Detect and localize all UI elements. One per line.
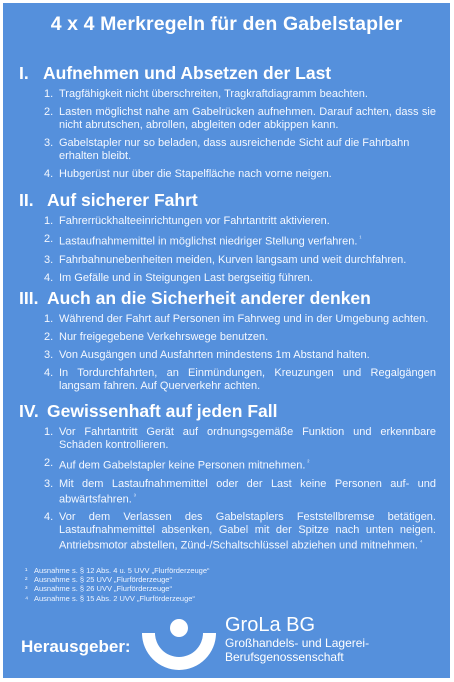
list-item — [44, 511, 436, 553]
item-number: 1. — [44, 215, 54, 227]
list-item — [44, 233, 436, 249]
item-number: 2. — [44, 331, 54, 343]
section-3 — [19, 288, 436, 398]
item-text: Auf dem Gabelstapler keine Personen mitnehmen. — [59, 459, 306, 472]
list-item — [44, 367, 436, 393]
section-heading — [19, 401, 436, 421]
list-item — [44, 106, 436, 132]
brand-name: GroLa BG — [225, 614, 316, 636]
section-2 — [19, 190, 436, 290]
section-heading — [19, 63, 436, 83]
list-item — [44, 426, 436, 452]
item-text: Lasten möglichst nahe am Gabelrücken aufnehmen. Darauf achten, dass sie nicht abrutschen, abrollen, abgleiten oder abkippen kann. — [59, 106, 436, 131]
section-title: Gewissenhaft auf jeden Fall — [47, 401, 278, 421]
footnote-mark: ⁴ — [419, 540, 423, 547]
rule-list — [19, 88, 436, 181]
brand-subtitle-line-2: Berufsgenossenschaft — [225, 650, 344, 664]
item-number: 1. — [44, 313, 54, 325]
list-item — [44, 137, 436, 163]
item-number: 4. — [44, 511, 54, 524]
list-item — [44, 215, 436, 228]
section-number: I. — [19, 63, 29, 83]
footnote — [25, 566, 210, 575]
rule-list — [19, 426, 436, 553]
list-item — [44, 331, 436, 344]
section-4 — [19, 401, 436, 558]
item-number: 3. — [44, 137, 54, 149]
footnote-text: Ausnahme s. § 26 UVV „Flurförderzeuge“ — [34, 584, 172, 594]
footnote — [25, 575, 210, 584]
item-text: Hubgerüst nur über die Stapelfläche nach vorne neigen. — [59, 168, 332, 180]
rule-list — [19, 313, 436, 393]
item-text: Mit dem Lastaufnahmemittel oder der Last keine Personen auf- und abwärtsfahren. — [59, 477, 436, 506]
item-number: 2. — [44, 106, 54, 118]
section-number: II. — [19, 190, 34, 210]
section-number: III. — [19, 288, 39, 308]
item-number: 4. — [44, 367, 54, 379]
item-number: 3. — [44, 477, 54, 490]
notice-card — [3, 3, 450, 678]
item-text: Fahrbahnunebenheiten meiden, Kurven langsam und weit durchfahren. — [59, 253, 407, 266]
footnote-mark: ¹ — [359, 236, 362, 242]
item-number: 3. — [44, 349, 54, 361]
item-text: Vor dem Verlassen des Gabelstaplers Feststellbremse betätigen. Lastaufnahmemittel absenken, Gabel mit der Spitze nach unten neigen. Antriebsmotor abstellen, Zünd-/Schaltschlüssel abziehen und mitnehmen. — [59, 511, 436, 552]
page-title: 4 x 4 Merkregeln für den Gabelstapler — [50, 13, 403, 35]
section-number: IV. — [19, 401, 39, 421]
footnote-text: Ausnahme s. § 25 UVV „Flurförderzeuge“ — [34, 575, 172, 585]
list-item — [44, 168, 436, 181]
item-number: 4. — [44, 271, 54, 284]
footnote — [25, 584, 210, 593]
section-1 — [19, 63, 436, 186]
item-number: 2. — [44, 457, 54, 469]
footnote-mark: ⁴ — [25, 593, 29, 603]
list-item — [44, 349, 436, 362]
item-number: 1. — [44, 88, 54, 100]
item-text: Während der Fahrt auf Personen im Fahrweg und in der Umgebung achten. — [59, 313, 429, 325]
footnote-mark: ² — [307, 460, 310, 466]
footnote-mark: ³ — [25, 584, 28, 594]
grola-logo-icon — [140, 617, 218, 673]
item-number: 4. — [44, 168, 54, 180]
section-title: Aufnehmen und Absetzen der Last — [43, 63, 332, 83]
list-item — [44, 457, 436, 473]
item-number: 3. — [44, 253, 54, 266]
footnote-mark: ² — [25, 575, 28, 585]
footnotes — [25, 566, 210, 603]
item-text: Vor Fahrtantritt Gerät auf ordnungsgemäße Funktion und erkennbare Schäden kontrollieren. — [59, 426, 436, 451]
list-item — [44, 313, 436, 326]
brand-subtitle-line-1: Großhandels- und Lagerei- — [225, 636, 370, 650]
list-item — [44, 478, 436, 507]
item-number: 2. — [44, 233, 54, 245]
footnote-mark: ³ — [133, 493, 136, 500]
section-title: Auch an die Sicherheit anderer denken — [47, 288, 371, 308]
section-heading — [19, 288, 436, 308]
footnote-text: Ausnahme s. § 12 Abs. 4 u. 5 UVV „Flurförderzeuge“ — [34, 566, 210, 575]
item-text: Fahrerrückhalteeinrichtungen vor Fahrtantritt aktivieren. — [59, 215, 330, 227]
footnote-mark: ¹ — [25, 566, 28, 575]
item-text: Tragfähigkeit nicht überschreiten, Tragkraftdiagramm beachten. — [59, 88, 368, 100]
item-text: Im Gefälle und in Steigungen Last bergseitig führen. — [59, 271, 313, 284]
item-text: In Tordurchfahrten, an Einmündungen, Kreuzungen und Regalgängen langsam fahren. Auf Querverkehr achten. — [59, 367, 436, 392]
footnote-text: Ausnahme s. § 15 Abs. 2 UVV „Flurförderzeuge“ — [34, 593, 195, 603]
list-item — [44, 272, 436, 285]
list-item — [44, 254, 436, 267]
item-text: Nur freigegebene Verkehrswege benutzen. — [59, 331, 269, 343]
item-text: Lastaufnahmemittel in möglichst niedriger Stellung verfahren. — [59, 235, 358, 248]
item-text: Von Ausgängen und Ausfahrten mindestens 1m Abstand halten. — [59, 349, 370, 361]
item-text: Gabelstapler nur so beladen, dass ausreichende Sicht auf die Fahrbahn erhalten bleibt. — [59, 137, 410, 162]
section-title: Auf sicherer Fahrt — [47, 190, 198, 210]
publisher-label: Herausgeber: — [21, 637, 131, 656]
rule-list — [19, 215, 436, 285]
section-heading — [19, 190, 436, 210]
item-number: 1. — [44, 426, 54, 438]
publisher-brand — [225, 614, 369, 664]
list-item — [44, 88, 436, 101]
footnote — [25, 594, 210, 603]
